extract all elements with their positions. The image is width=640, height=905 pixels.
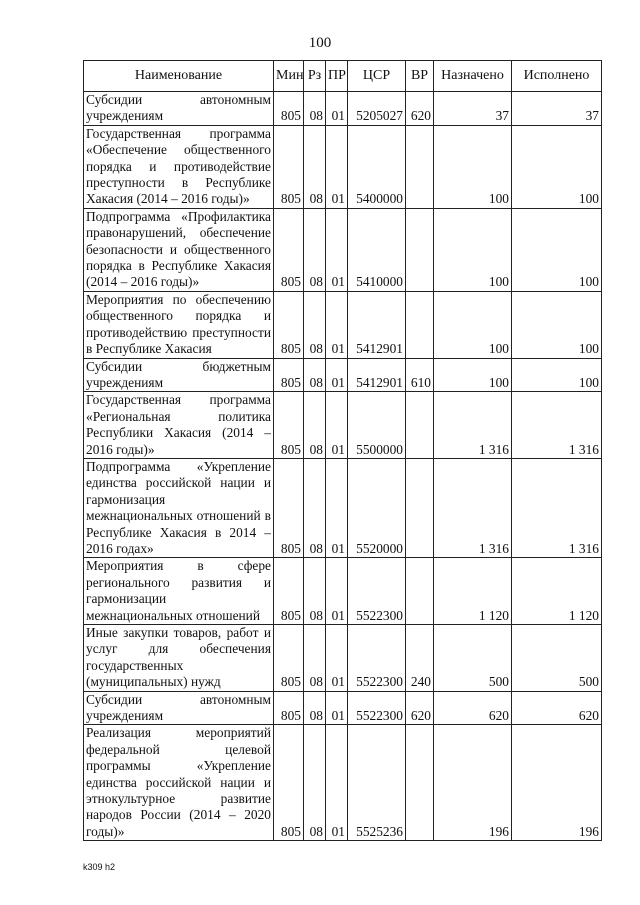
row-pr: 01: [326, 392, 348, 459]
row-csr: 5522300: [348, 691, 406, 725]
row-rz: 08: [304, 208, 326, 291]
header-rz: Рз: [304, 61, 326, 92]
row-name: Иные закупки товаров, работ и услуг для обеспечения государственных (муниципальных) нужд: [84, 625, 274, 692]
row-min: 805: [274, 125, 304, 208]
row-csr: 5525236: [348, 725, 406, 841]
row-assigned: 100: [434, 358, 512, 392]
row-rz: 08: [304, 392, 326, 459]
row-name: Мероприятия по обеспечению общественного порядка и противодействию преступности в Республике Хакасия: [84, 291, 274, 358]
row-name: Субсидии бюджетным учреждениям: [84, 358, 274, 392]
row-csr: 5522300: [348, 625, 406, 692]
row-name: Субсидии автономным учреждениям: [84, 691, 274, 725]
row-rz: 08: [304, 625, 326, 692]
table-row: [84, 358, 602, 392]
row-csr: 5410000: [348, 208, 406, 291]
footer-code: k309 h2: [83, 862, 116, 872]
row-vr: [406, 458, 434, 557]
row-pr: 01: [326, 691, 348, 725]
table-row: [84, 208, 602, 291]
row-min: 805: [274, 691, 304, 725]
row-min: 805: [274, 358, 304, 392]
row-executed: 1 120: [512, 558, 602, 625]
row-vr: 240: [406, 625, 434, 692]
row-name: Подпрограмма «Укрепление единства российской нации и гармонизация межнациональных отношений в Республике Хакасия в 2014 – 2016 годах»: [84, 458, 274, 557]
row-vr: [406, 125, 434, 208]
table-header-row: [84, 61, 602, 92]
row-csr: 5412901: [348, 358, 406, 392]
header-vr: ВР: [406, 61, 434, 92]
row-assigned: 1 316: [434, 392, 512, 459]
row-pr: 01: [326, 625, 348, 692]
row-min: 805: [274, 392, 304, 459]
row-csr: 5500000: [348, 392, 406, 459]
row-min: 805: [274, 458, 304, 557]
row-name: Государственная программа «Региональная политика Республики Хакасия (2014 – 2016 годы)»: [84, 392, 274, 459]
row-vr: [406, 725, 434, 841]
row-csr: 5400000: [348, 125, 406, 208]
row-min: 805: [274, 291, 304, 358]
row-vr: [406, 291, 434, 358]
row-rz: 08: [304, 558, 326, 625]
row-rz: 08: [304, 291, 326, 358]
row-assigned: 1 120: [434, 558, 512, 625]
row-assigned: 620: [434, 691, 512, 725]
row-pr: 01: [326, 558, 348, 625]
page-number: 100: [308, 35, 332, 51]
table-row: [84, 558, 602, 625]
row-executed: 100: [512, 291, 602, 358]
row-pr: 01: [326, 725, 348, 841]
row-rz: 08: [304, 691, 326, 725]
row-pr: 01: [326, 291, 348, 358]
row-executed: 1 316: [512, 392, 602, 459]
row-name: Субсидии автономным учреждениям: [84, 92, 274, 126]
row-name: Подпрограмма «Профилактика правонарушений, обеспечение безопасности и общественного порядка в Республике Хакасия (2014 – 2016 годы)»: [84, 208, 274, 291]
row-executed: 620: [512, 691, 602, 725]
row-rz: 08: [304, 358, 326, 392]
row-executed: 100: [512, 125, 602, 208]
row-rz: 08: [304, 458, 326, 557]
table-row: [84, 92, 602, 126]
row-executed: 100: [512, 358, 602, 392]
table-row: [84, 458, 602, 557]
table-row: [84, 725, 602, 841]
row-assigned: 100: [434, 208, 512, 291]
header-min: Мин: [274, 61, 304, 92]
table-row: [84, 125, 602, 208]
row-assigned: 500: [434, 625, 512, 692]
row-rz: 08: [304, 125, 326, 208]
row-assigned: 37: [434, 92, 512, 126]
row-pr: 01: [326, 125, 348, 208]
row-executed: 196: [512, 725, 602, 841]
row-vr: [406, 392, 434, 459]
header-assigned: Назначено: [434, 61, 512, 92]
row-vr: 620: [406, 691, 434, 725]
row-executed: 500: [512, 625, 602, 692]
row-executed: 37: [512, 92, 602, 126]
row-csr: 5522300: [348, 558, 406, 625]
row-name: Реализация мероприятий федеральной целевой программы «Укрепление единства российской нации и этнокультурное развитие народов России (2014 – 2020 годы)»: [84, 725, 274, 841]
budget-table: [83, 60, 602, 841]
table-row: [84, 625, 602, 692]
row-csr: 5520000: [348, 458, 406, 557]
row-vr: 610: [406, 358, 434, 392]
row-min: 805: [274, 208, 304, 291]
header-executed: Исполнено: [512, 61, 602, 92]
row-rz: 08: [304, 92, 326, 126]
table-row: [84, 691, 602, 725]
row-min: 805: [274, 625, 304, 692]
row-pr: 01: [326, 458, 348, 557]
row-rz: 08: [304, 725, 326, 841]
row-vr: 620: [406, 92, 434, 126]
row-min: 805: [274, 725, 304, 841]
row-name: Мероприятия в сфере регионального развития и гармонизации межнациональных отношений: [84, 558, 274, 625]
row-executed: 100: [512, 208, 602, 291]
row-assigned: 100: [434, 291, 512, 358]
row-pr: 01: [326, 92, 348, 126]
row-csr: 5412901: [348, 291, 406, 358]
row-pr: 01: [326, 358, 348, 392]
header-name: Наименование: [84, 61, 274, 92]
row-assigned: 100: [434, 125, 512, 208]
row-min: 805: [274, 558, 304, 625]
row-executed: 1 316: [512, 458, 602, 557]
row-csr: 5205027: [348, 92, 406, 126]
table-row: [84, 392, 602, 459]
header-csr: ЦСР: [348, 61, 406, 92]
row-assigned: 196: [434, 725, 512, 841]
row-min: 805: [274, 92, 304, 126]
row-name: Государственная программа «Обеспечение общественного порядка и противодействие преступности в Республике Хакасия (2014 – 2016 годы)»: [84, 125, 274, 208]
header-pr: ПР: [326, 61, 348, 92]
row-vr: [406, 208, 434, 291]
table-row: [84, 291, 602, 358]
row-vr: [406, 558, 434, 625]
row-pr: 01: [326, 208, 348, 291]
row-assigned: 1 316: [434, 458, 512, 557]
